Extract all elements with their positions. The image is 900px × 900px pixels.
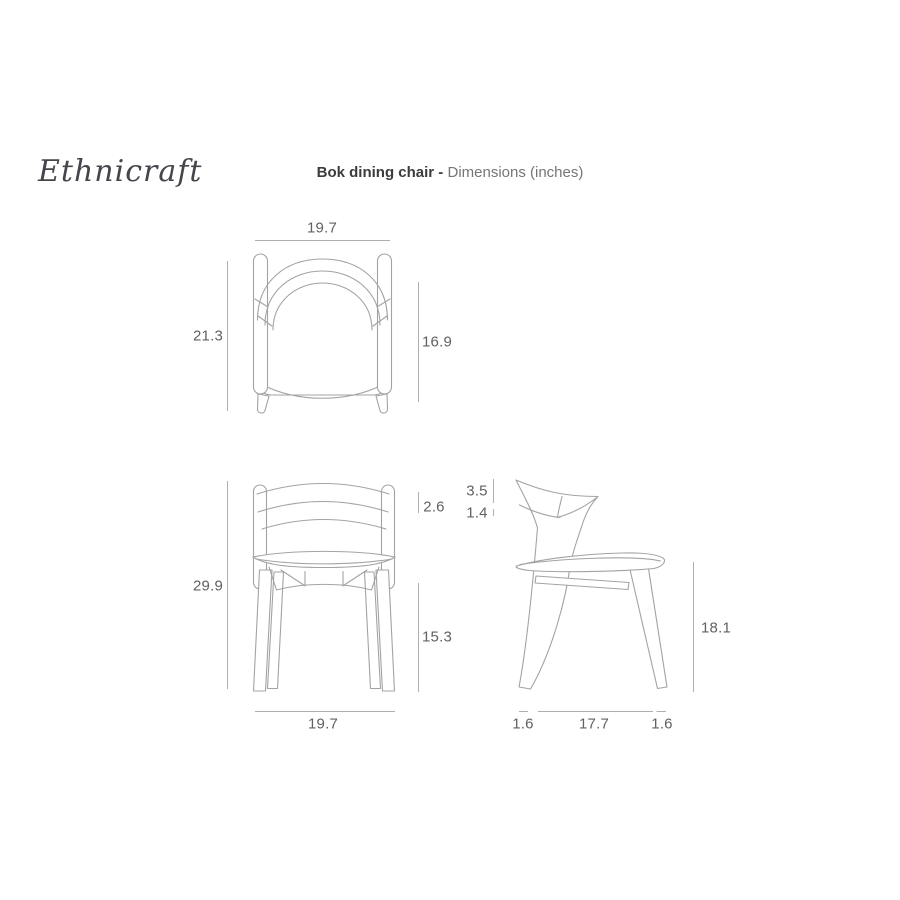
front-apron: [269, 567, 379, 590]
top-front-leg-right: [376, 394, 388, 413]
dim-label-front-backrest: 2.6: [423, 498, 445, 516]
dim-label-front-height: 29.9: [193, 577, 223, 595]
brand-logo: Ethnicraft: [38, 154, 203, 189]
front-apron-brace-left: [281, 570, 305, 586]
title-subtitle: Dimensions (inches): [447, 164, 584, 181]
dim-label-top-seat-depth: 16.9: [422, 333, 452, 351]
top-view-drawing: [254, 254, 392, 413]
top-backrest-inner-arc: [273, 283, 372, 330]
top-front-leg-left: [258, 394, 270, 413]
side-view-drawing: [516, 480, 667, 689]
front-backrest-low-arc: [262, 520, 386, 530]
front-apron-brace-right: [344, 570, 368, 586]
front-backrest-top-arc: [257, 484, 389, 495]
top-backrest-mid-arc: [265, 271, 380, 325]
front-view-drawing: [253, 484, 395, 692]
dim-label-side-inner-depth: 17.7: [579, 715, 609, 733]
dim-label-side-back-foot: 1.6: [512, 715, 534, 733]
side-front-leg: [630, 568, 668, 689]
top-seat: [257, 302, 387, 395]
top-seat-front-edge: [261, 384, 384, 398]
front-seat: [253, 551, 395, 567]
front-backrest-mid-arc: [258, 502, 388, 513]
dim-label-side-backrest: 1.4: [466, 504, 488, 522]
dim-label-front-width: 19.7: [308, 715, 338, 733]
dim-label-top-width: 19.7: [307, 219, 337, 237]
dimension-lines: [228, 241, 694, 712]
dim-label-side-front-foot: 1.6: [651, 715, 673, 733]
dim-label-side-headrest: 3.5: [466, 482, 488, 500]
dim-label-front-underseat: 15.3: [422, 628, 452, 646]
dim-label-side-seat-height: 18.1: [701, 619, 731, 637]
dim-label-top-depth: 21.3: [193, 327, 223, 345]
product-name: Bok dining chair -: [316, 164, 444, 181]
